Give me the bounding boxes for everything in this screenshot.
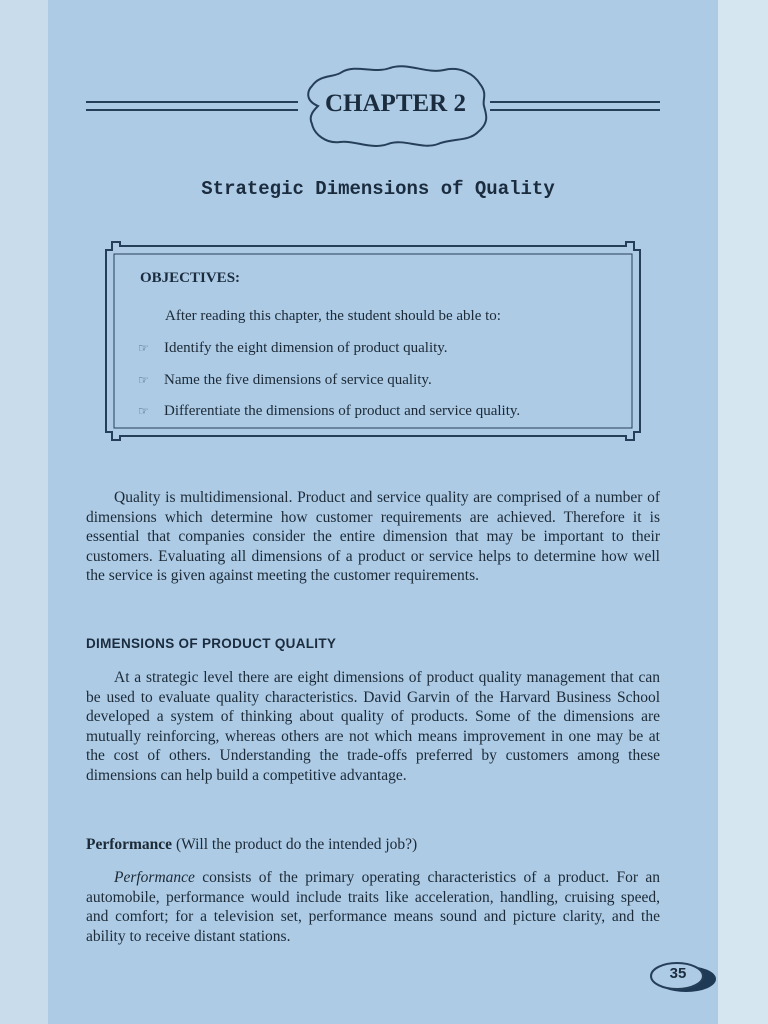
performance-lead-word: Performance <box>114 869 195 886</box>
pointing-hand-icon: ☞ <box>138 373 149 387</box>
product-paragraph-block <box>86 668 660 785</box>
pointing-hand-icon: ☞ <box>138 404 149 418</box>
objective-item <box>138 340 448 357</box>
performance-term: Performance <box>86 836 173 853</box>
objectives-intro: After reading this chapter, the student should be able to: <box>165 308 501 324</box>
section-title: Strategic Dimensions of Quality <box>201 178 555 200</box>
performance-paragraph <box>86 868 660 946</box>
performance-question: (Will the product do the intended job?) <box>175 836 418 853</box>
chapter-label: CHAPTER 2 <box>325 90 466 117</box>
book-page <box>48 0 718 1024</box>
intro-paragraph: Quality is multidimensional. Product and service quality are comprised of a number of dimensions which determine how customer requirements are achieved. Therefore it is essential that companies consider the entire dimension that may be important to their customers. Evaluating all dimensions of a product or service helps to determine how well the service is given against meeting the customer requirements. <box>86 489 660 584</box>
page-margin <box>718 0 768 1024</box>
performance-paragraph-block <box>86 868 660 946</box>
objective-text: Name the five dimensions of service quality. <box>164 372 432 388</box>
pointing-hand-icon: ☞ <box>138 341 149 355</box>
objective-item <box>138 372 432 389</box>
performance-heading-line <box>86 836 417 854</box>
performance-paragraph-text: consists of the primary operating characteristics of a product. For an automobile, performance would include traits like acceleration, handling, cruising speed, and comfort; for a television set, performance means sound and picture clarity, and the ability to receive distant stations. <box>86 869 660 945</box>
objective-text: Differentiate the dimensions of product and service quality. <box>164 403 521 419</box>
product-paragraph: At a strategic level there are eight dimensions of product quality management that can be used to evaluate quality characteristics. David Garvin of the Harvard Business School developed a system of thinking about quality of products. Some of the dimensions are mutually reinforcing, whereas others are not which means improvement in one may be at the cost of others. Understanding the trade-offs preferred by customers among these dimensions can help build a competitive advantage. <box>86 669 660 784</box>
objectives-heading: OBJECTIVES: <box>140 270 241 286</box>
intro-paragraph-block <box>86 488 660 586</box>
chapter-rule-left <box>86 101 298 111</box>
page-number: 35 <box>669 965 687 982</box>
chapter-rule-right <box>490 101 660 111</box>
objective-text: Identify the eight dimension of product quality. <box>164 340 448 356</box>
product-quality-heading: DIMENSIONS OF PRODUCT QUALITY <box>86 636 337 651</box>
objective-item <box>138 403 520 420</box>
